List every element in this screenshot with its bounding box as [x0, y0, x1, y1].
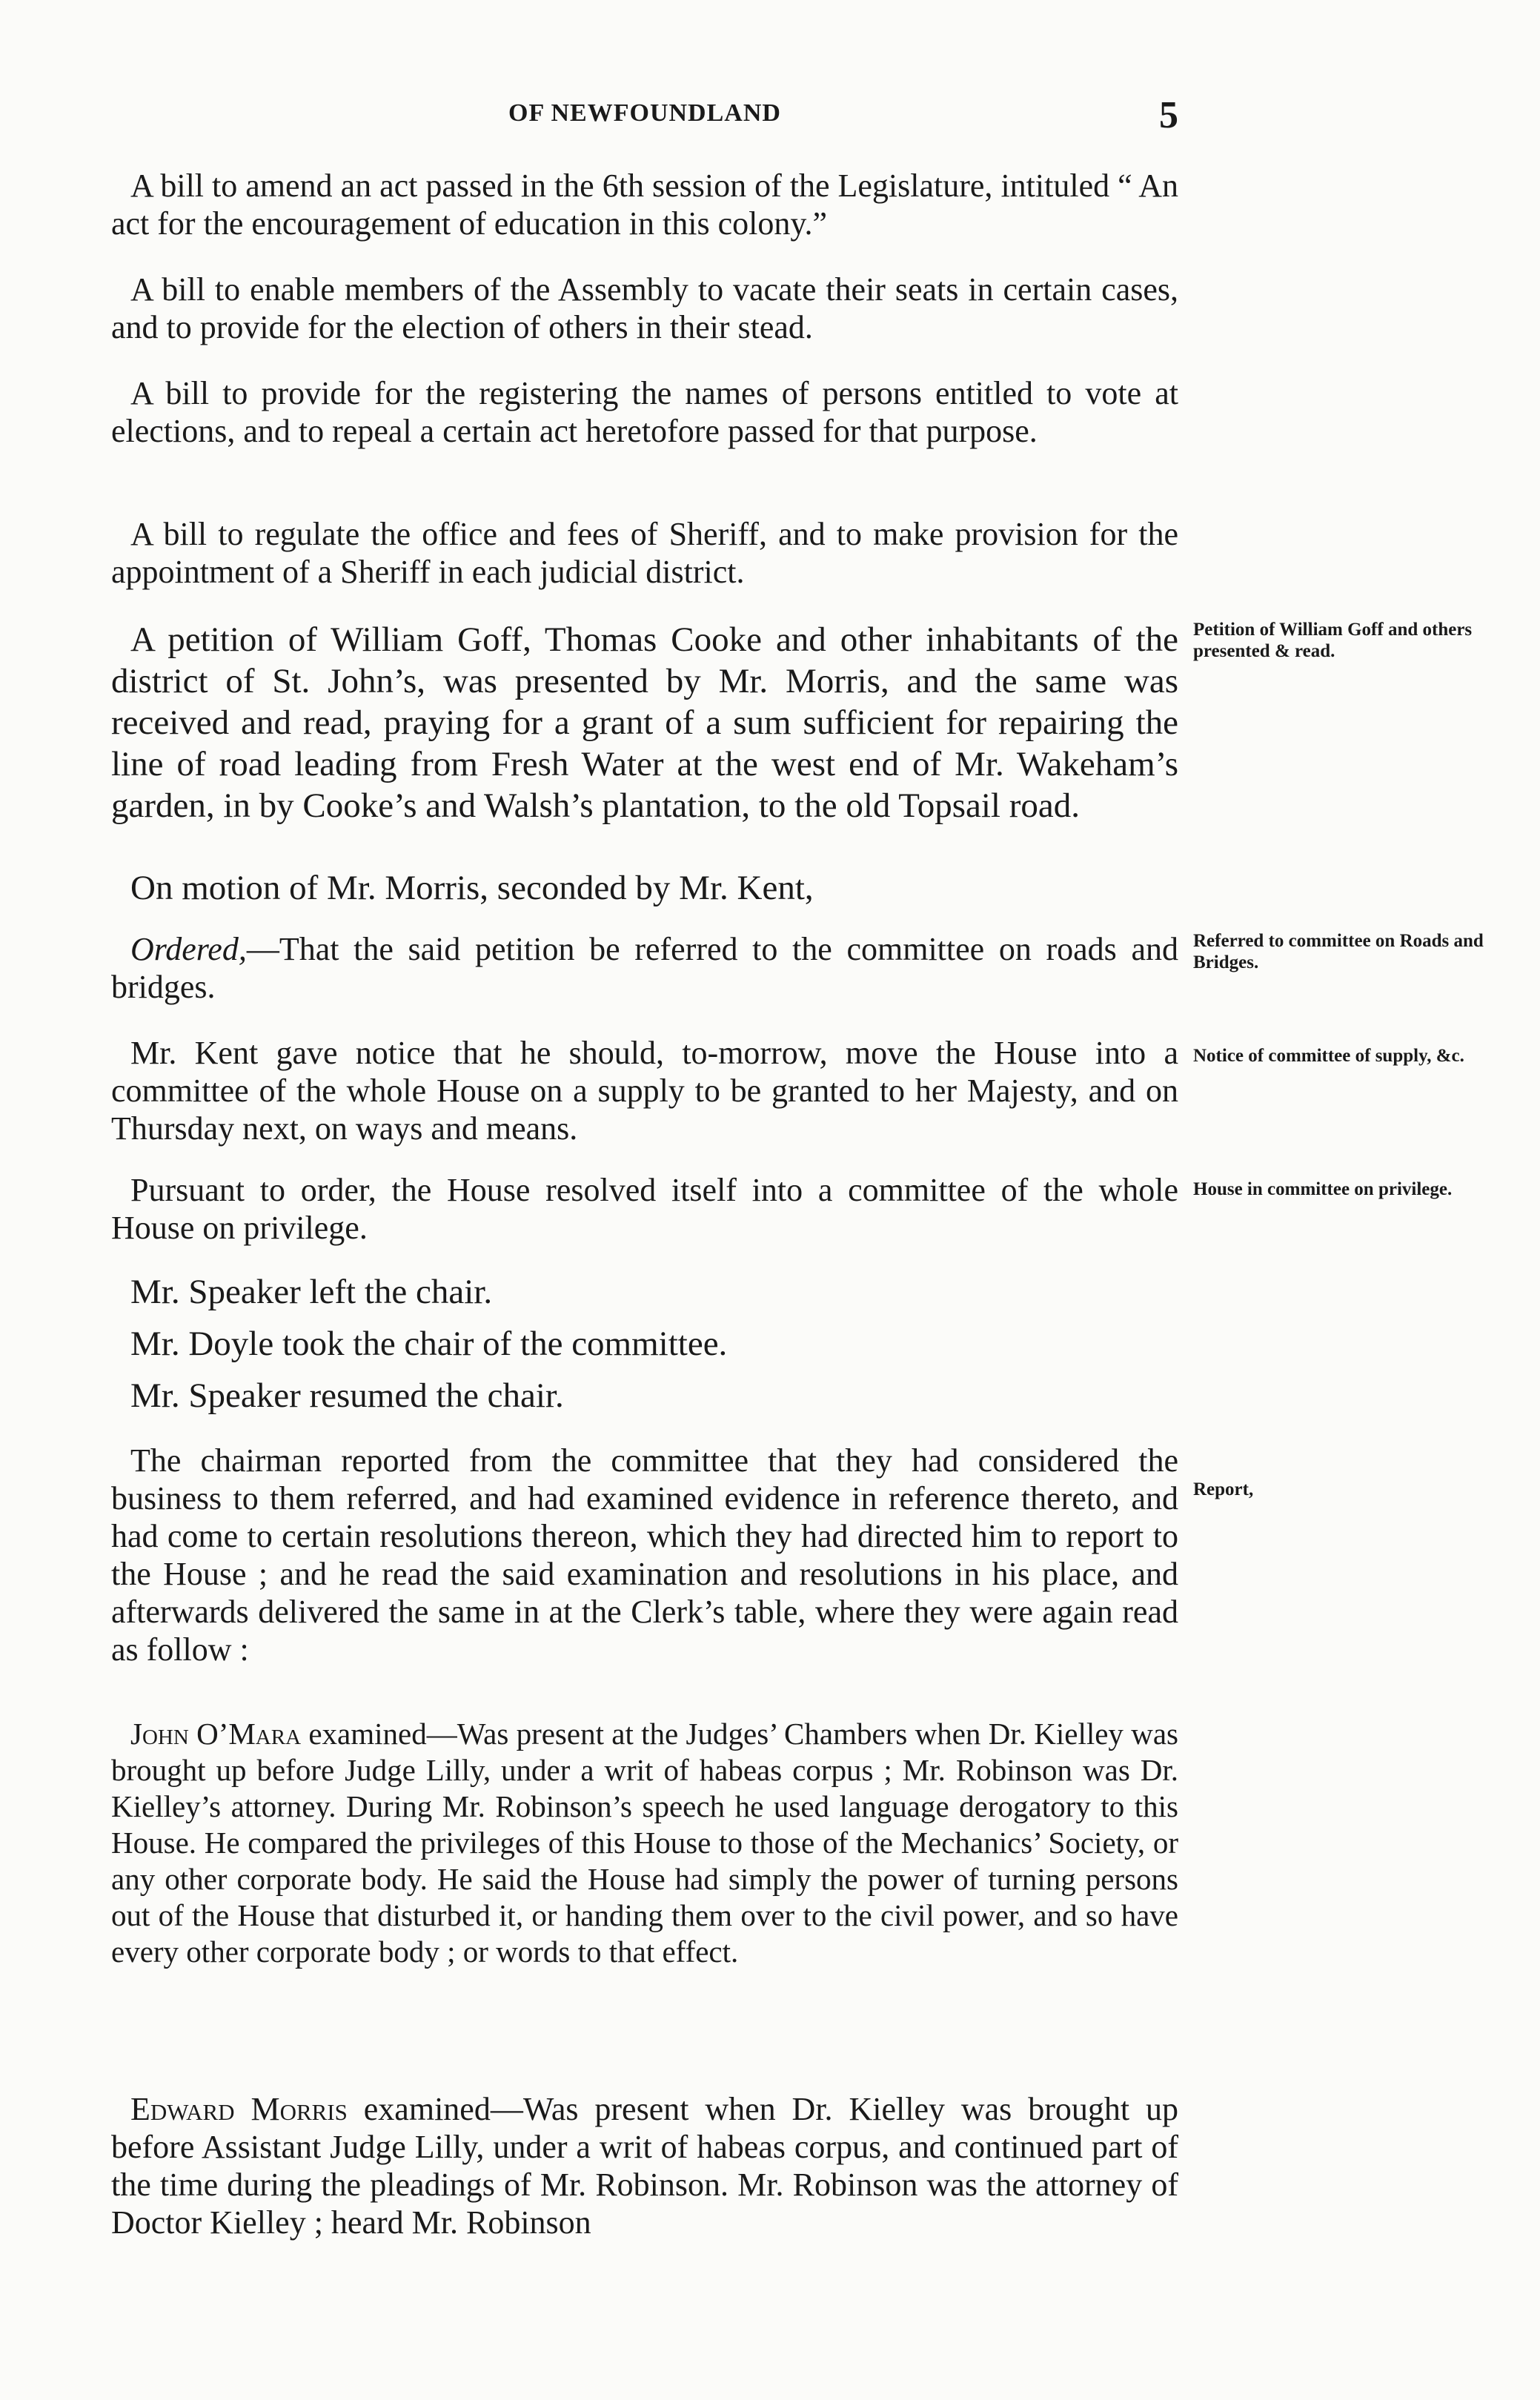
evidence-morris	[111, 2090, 1178, 2241]
paragraph-registering-bill	[111, 374, 1178, 450]
margin-note-petition: Petition of William Goff and others presented & read.	[1193, 620, 1473, 661]
witness-name: John O’Mara	[130, 1717, 302, 1751]
margin-note-supply: Notice of committee of supply, &c.	[1193, 1046, 1464, 1066]
paragraph-education-bill	[111, 167, 1178, 242]
paragraph-text: Pursuant to order, the House resolved itself into a committee of the whole House on privilege.	[111, 1172, 1178, 1246]
paragraph-doyle-chair	[111, 1323, 1178, 1365]
paragraph-vacate-seats-bill	[111, 271, 1178, 346]
paragraph-chairman-report	[111, 1442, 1178, 1668]
paragraph-text: A bill to regulate the office and fees of Sheriff, and to make provision for the appointment of a Sheriff in each judicial district.	[111, 516, 1178, 590]
paragraph-text: A bill to amend an act passed in the 6th session of the Legislature, intituled “ An act for the encouragement of education in this colony.”	[111, 168, 1178, 242]
paragraph-speaker-resumed	[111, 1375, 1178, 1416]
paragraph-text: A bill to provide for the registering the names of persons entitled to vote at elections, and to repeal a certain act heretofore passed for that purpose.	[111, 375, 1178, 449]
paragraph-text: Mr. Speaker resumed the chair.	[130, 1376, 564, 1415]
paragraph-text: Mr. Speaker left the chair.	[130, 1273, 493, 1311]
paragraph-committee-privilege	[111, 1171, 1178, 1247]
running-head: OF NEWFOUNDLAND	[508, 99, 781, 127]
witness-name: Edward Morris	[130, 2091, 348, 2127]
witness-testimony: examined—Was present when Dr. Kielley was brought up before Assistant Judge Lilly, under a writ of habeas corpus, and continued part of the time during the pleadings of Mr. Robinson. Mr. Robinson was the attorney of Doctor Kielley ; heard Mr. Robinson	[111, 2091, 1178, 2241]
paragraph-text: Mr. Kent gave notice that he should, to-morrow, move the House into a committee of the whole House on a supply to be granted to her Majesty, and on Thursday next, on ways and means.	[111, 1035, 1178, 1147]
margin-note-referred: Referred to committee on Roads and Bridges.	[1193, 931, 1484, 972]
paragraph-motion	[111, 867, 1178, 909]
paragraph-petition	[111, 619, 1178, 826]
paragraph-kent-notice	[111, 1034, 1178, 1147]
paragraph-text: A petition of William Goff, Thomas Cooke and other inhabitants of the district of St. John’s, was presented by Mr. Morris, and the same was received and read, praying for a grant of a sum sufficient for repairing the line of road leading from Fresh Water at the west end of Mr. Wakeham’s garden, in by Cooke’s and Walsh’s plantation, to the old Topsail road.	[111, 620, 1178, 825]
margin-note-privilege: House in committee on privilege.	[1193, 1179, 1453, 1199]
paragraph-text: On motion of Mr. Morris, seconded by Mr. Kent,	[130, 869, 814, 907]
evidence-omara	[111, 1716, 1178, 1970]
paragraph-speaker-left	[111, 1271, 1178, 1313]
margin-note-report: Report,	[1193, 1479, 1254, 1499]
ordered-lead: Ordered,	[130, 931, 247, 967]
paragraph-ordered	[111, 930, 1178, 1006]
paragraph-sheriff-bill	[111, 515, 1178, 591]
witness-testimony: examined—Was present at the Judges’ Chambers when Dr. Kielley was brought up before Judge Lilly, under a writ of habeas corpus ; Mr. Robinson was Dr. Kielley’s attorney. During Mr. Robinson’s speech he used language derogatory to this House. He compared the privileges of this House to those of the Mechanics’ Society, or any other corporate body. He said the House had simply the power of turning persons out of the House that disturbed it, or handing them over to the civil power, and so have every other corporate body ; or words to that effect.	[111, 1717, 1178, 1969]
page-header	[111, 93, 1178, 153]
paragraph-text: A bill to enable members of the Assembly to vacate their seats in certain cases, and to provide for the election of others in their stead.	[111, 271, 1178, 345]
paragraph-text: The chairman reported from the committee that they had considered the business to them referred, and had examined evidence in reference thereto, and had come to certain resolutions thereon, which they had directed him to report to the House ; and he read the said examination and resolutions in his place, and afterwards delivered the same in at the Clerk’s table, where they were again read as follow :	[111, 1442, 1178, 1668]
page-number: 5	[1159, 94, 1178, 136]
ordered-text: —That the said petition be referred to the committee on roads and bridges.	[111, 931, 1178, 1005]
paragraph-text: Mr. Doyle took the chair of the committee.	[130, 1325, 728, 1363]
